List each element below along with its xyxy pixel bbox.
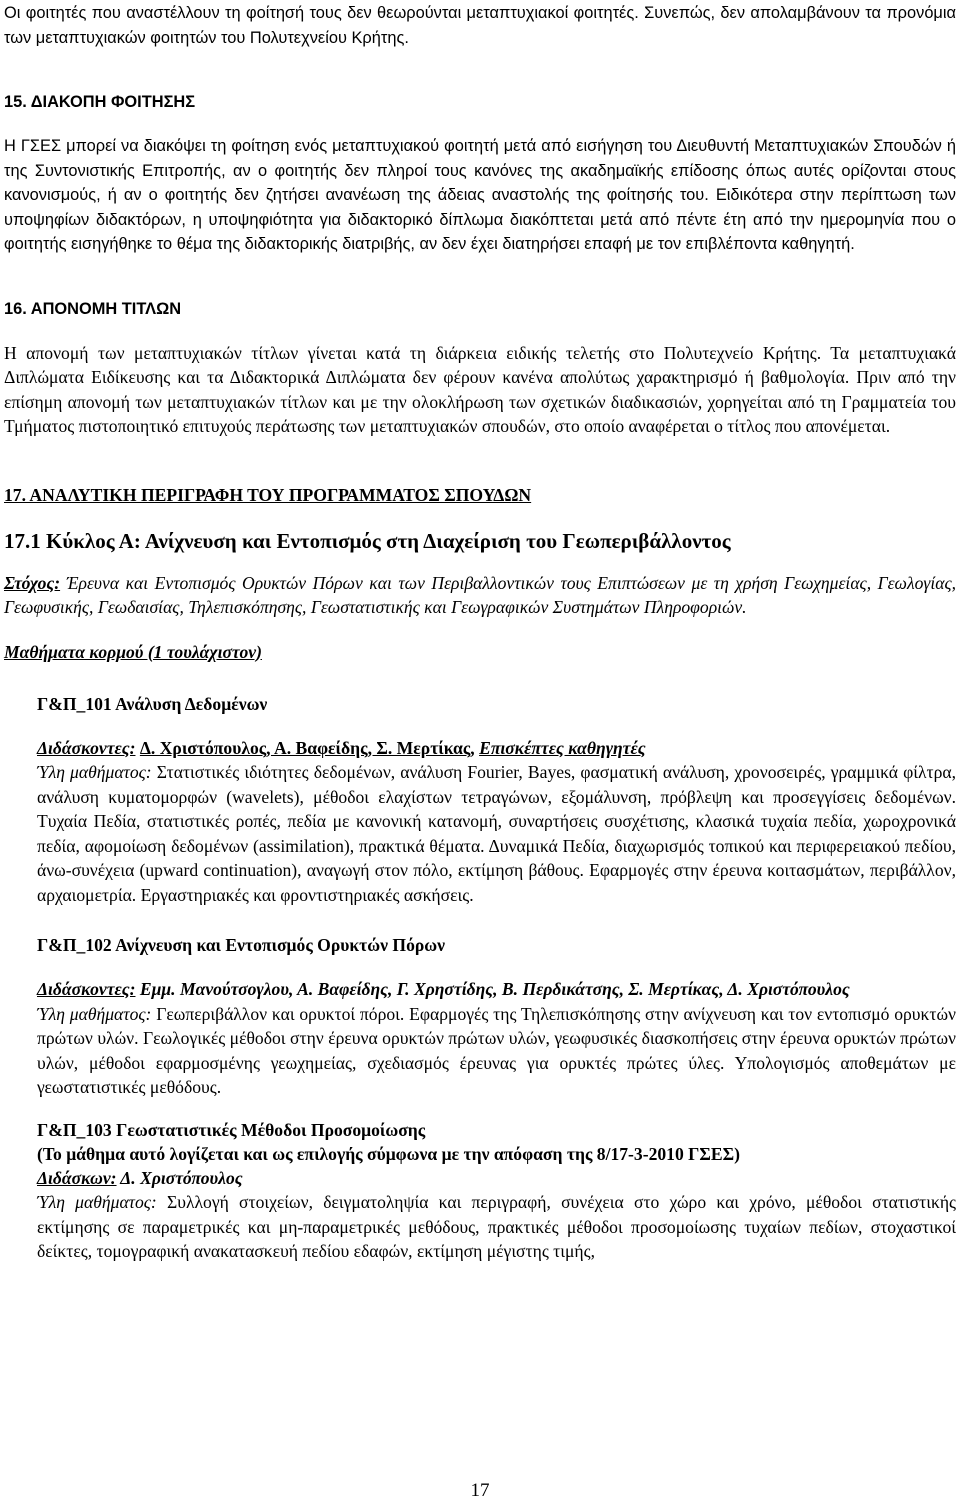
page-number: 17 xyxy=(470,1480,490,1501)
course-matter xyxy=(37,1190,956,1264)
teachers-names: Δ. Χριστόπουλος xyxy=(120,1167,243,1188)
matter-text: Γεωπεριβάλλον και ορυκτοί πόροι. Εφαρμογές της Τηλεπισκόπησης στην ανίχνευση και τον εντοπισμό ορυκτών πρώτων υλών. Γεωλογικές μέθοδοι στην έρευνα ορυκτών πρώτων υλών, γεωφυσικές διασκοπήσεις στην έρευνα ορυκτών πρώτων υλών, μέθοδοι εφαρμοσμένης γεωχημείας, σχεδιασμός έρευνας για ορυκτές πρώτες ύλες. Υπολογισμός αποθεμάτων με γεωστατιστικές μεθόδους. xyxy=(37,1003,956,1097)
course-block xyxy=(4,1118,956,1264)
matter-text: Συλλογή στοιχείων, δειγματοληψία και περιγραφή, συνέχεια στο χώρο και χρόνο, μέθοδοι στατιστικής εκτίμησης σε παραμετρικές και μη-παραμετρικές μεθόδους, πρακτικές μέθοδοι προσομοίωσης τυχαίων πεδίων, στοχαστικοί δείκτες, τομογραφική ανακατασκευή πεδίου εδαφών, εκτίμηση μέγιστης τιμής, xyxy=(37,1192,956,1261)
teachers-label: Διδάσκων: xyxy=(37,1167,117,1188)
matter-label: Ύλη μαθήματος: xyxy=(37,762,152,782)
course-title: Γ&Π_102 Ανίχνευση και Εντοπισμός Ορυκτών Πόρων xyxy=(37,935,445,955)
course-teachers xyxy=(37,1166,956,1191)
core-courses-heading: Μαθήματα κορμού (1 τουλάχιστον) xyxy=(4,641,262,662)
intro-paragraph: Οι φοιτητές που αναστέλλουν τη φοίτησή τους δεν θεωρούνται μεταπτυχιακοί φοιτητές. Συνεπώς, δεν απολαμβάνουν τα προνόμια των μεταπτυχιακών φοιτητών του Πολυτεχνείου Κρήτης. xyxy=(4,4,956,47)
teachers-label: Διδάσκοντες: xyxy=(37,737,136,758)
goal-paragraph xyxy=(4,571,956,620)
subsection-number: 17.1 xyxy=(4,528,41,553)
goal-label: Στόχος: xyxy=(4,572,61,593)
course-teachers xyxy=(37,736,956,761)
course-matter xyxy=(37,760,956,907)
document-page xyxy=(4,0,956,1264)
matter-text: Στατιστικές ιδιότητες δεδομένων, ανάλυση Fourier, Bayes, φασματική ανάλυση, χρονοσειρές, γραμμικά φίλτρα, ανάλυση κυματομορφών (wavelets), μέθοδοι ελαχίστων τετραγώνων, εξομάλυνση, πρόβλεψη και προσεγγίσεις δεδομένων. Τυχαία Πεδία, στατιστικές ροπές, πεδία με κανονική κατανομή, συναρτήσεις συσχέτισης, κλασικά τυχαία πεδία, χωροχρονικά πεδία, αφομοίωση δεδομένων (assimilation), πρακτικά θέματα. Δυναμικά Πεδία, διαχωρισμός τοπικού και περιφερειακού πεδίου, άνω-συνέχεια (upward continuation), αναγωγή στον πόλο, εκτίμηση βάθους. Εφαρμογές στην έρευνα κοιτασμάτων, περιβάλλον, αρχαιομετρία. Εργαστηριακές και φροντιστηριακές ασκήσεις. xyxy=(37,762,956,905)
matter-label: Ύλη μαθήματος: xyxy=(37,1003,152,1024)
course-block xyxy=(4,933,956,1100)
subsection-17-1-heading xyxy=(4,527,956,555)
goal-text: Έρευνα και Εντοπισμός Ορυκτών Πόρων και των Περιβαλλοντικών τους Επιπτώσεων με τη χρήση Γεωχημείας, Γεωλογίας, Γεωφυσικής, Γεωδαισίας, Τηλεπισκόπησης, Γεωστατιστικής και Γεωγραφικών Συστημάτων Πληροφοριών. xyxy=(4,572,956,617)
section-15-heading: 15. ΔΙΑΚΟΠΗ ΦΟΙΤΗΣΗΣ xyxy=(4,93,196,111)
teachers-label: Διδάσκοντες: xyxy=(37,979,136,999)
course-note: (Το μάθημα αυτό λογίζεται και ως επιλογής σύμφωνα με την απόφαση της 8/17-3-2010 ΓΣΕΣ) xyxy=(37,1143,740,1164)
teachers-extra: Επισκέπτες καθηγητές xyxy=(479,737,646,758)
subsection-title: Κύκλος Α: Ανίχνευση και Εντοπισμός στη Διαχείριση του Γεωπεριβάλλοντος xyxy=(46,528,731,553)
course-block xyxy=(4,692,956,908)
section-16-body: Η απονομή των μεταπτυχιακών τίτλων γίνεται κατά τη διάρκεια ειδικής τελετής στο Πολυτεχνείο Κρήτης. Τα μεταπτυχιακά Διπλώματα Ειδίκευσης και τα Διδακτορικά Διπλώματα δεν φέρουν κανένα απολύτως χαρακτηρισμό ή βαθμολογία. Πριν από την επίσημη απονομή των μεταπτυχιακών τίτλων και με την ολοκλήρωση των σχετικών διαδικασιών, χορηγείται από τη Γραμματεία του Τμήματος πιστοποιητικό επιτυχούς περάτωσης των μεταπτυχιακών σπουδών, στο οποίο αναφέρεται ο τίτλος που απονέμεται. xyxy=(4,342,956,436)
teachers-names: Δ. Χριστόπουλος, Α. Βαφείδης, Σ. Μερτίκας, xyxy=(139,737,475,758)
section-15-body: Η ΓΣΕΣ μπορεί να διακόψει τη φοίτηση ενός μεταπτυχιακού φοιτητή μετά από εισήγηση του Διευθυντή Μεταπτυχιακών Σπουδών ή της Συντονιστικής Επιτροπής, αν ο φοιτητής δεν πληροί τους κανόνες της ακαδημαϊκής επίδοσης όπως αυτές ορίζονται στους κανονισμούς, ή αν ο φοιτητής δεν ζητήσει ανανέωση της άδειας αναστολής της φοίτησής του. Ειδικότερα στην περίπτωση των υποψηφίων διδακτόρων, η υποψηφιότητα για διδακτορικό δίπλωμα διακόπτεται μετά από πέντε έτη από την ημερομηνία που ο φοιτητής εισηγήθηκε το θέμα της διδακτορικής διατριβής, αν δεν έχει διατηρήσει επαφή με τον επιβλέποντα καθηγητή. xyxy=(4,137,956,253)
course-title: Γ&Π_101 Ανάλυση Δεδομένων xyxy=(37,693,268,714)
section-17-heading: 17. ΑΝΑΛΥΤΙΚΗ ΠΕΡΙΓΡΑΦΗ ΤΟΥ ΠΡΟΓΡΑΜΜΑΤΟΣ ΣΠΟΥΔΩΝ xyxy=(4,484,532,505)
section-16-heading: 16. ΑΠΟΝΟΜΗ ΤΙΤΛΩΝ xyxy=(4,299,182,318)
course-title: Γ&Π_103 Γεωστατιστικές Μέθοδοι Προσομοίωσης xyxy=(37,1119,426,1140)
teachers-names: Εμμ. Μανούτσογλου, Α. Βαφείδης, Γ. Χρηστίδης, Β. Περδικάτσης, Σ. Μερτίκας, Δ. Χριστόπουλος xyxy=(139,979,850,999)
course-matter xyxy=(37,1002,956,1100)
course-teachers xyxy=(37,977,956,1002)
matter-label: Ύλη μαθήματος: xyxy=(37,1192,157,1212)
